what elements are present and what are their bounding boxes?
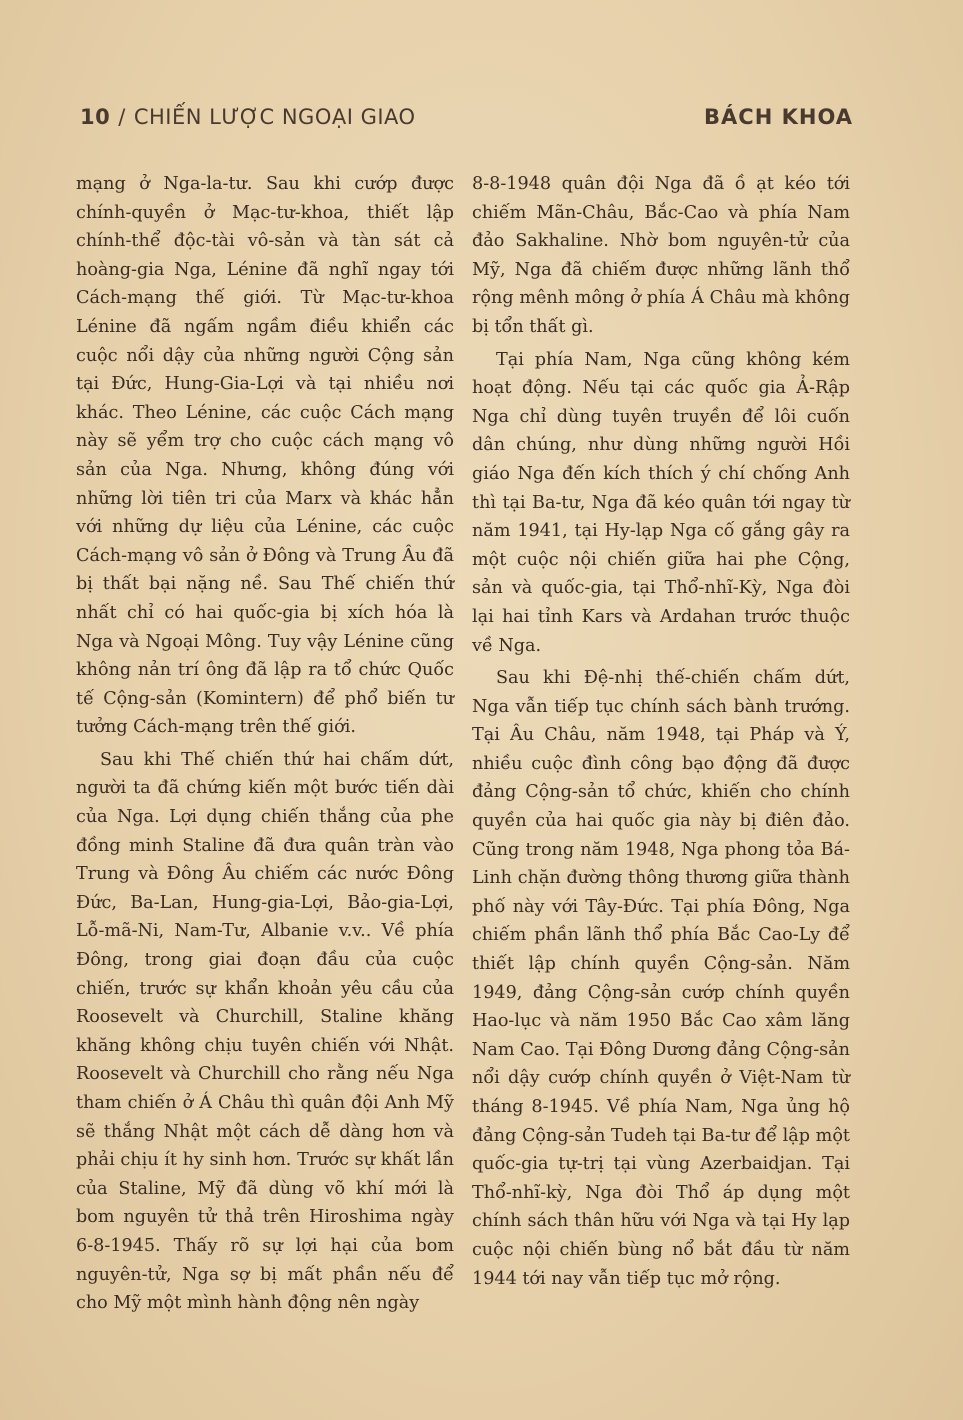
right-column: [472, 170, 850, 1293]
section-title: CHIẾN LƯỢC NGOẠI GIAO: [133, 105, 416, 129]
page-number: 10: [80, 105, 111, 129]
right-paragraph-3: Sau khi Đệ-nhị thế-chiến chấm dứt, Nga vẫn tiếp tục chính sách bành trướng. Tại Âu Châu, năm 1948, tại Pháp và Ý, nhiều cuộc đình công bạo động đã được đảng Cộng-sản tổ chức, khiến cho chính quyền của hai quốc gia này bị điên đảo. Cũng trong năm 1948, Nga phong tỏa Bá-Linh chặn đường thông thương giữa thành phố này với Tây-Đức. Tại phía Đông, Nga chiếm phần lãnh thổ phía Bắc Cao-Ly để thiết lập chính quyền Cộng-sản. Năm 1949, đảng Cộng-sản cướp chính quyền Hao-lục và năm 1950 Bắc Cao xâm lăng Nam Cao. Tại Đông Dương đảng Cộng-sản nổi dậy cướp chính quyền ở Việt-Nam từ tháng 8-1945. Về phía Nam, Nga ủng hộ đảng Cộng-sản Tudeh tại Ba-tư để lập một quốc-gia tự-trị tại vùng Azerbaidjan. Tại Thổ-nhĩ-kỳ, Nga đòi Thổ áp dụng một chính sách thân hữu với Nga và tại Hy lạp cuộc nội chiến bùng nổ bắt đầu từ năm 1944 tới nay vẫn tiếp tục mở rộng.: [472, 668, 850, 1289]
header-left: [80, 105, 416, 129]
left-column: [76, 170, 454, 1318]
right-paragraph-2: Tại phía Nam, Nga cũng không kém hoạt động. Nếu tại các quốc gia Ả-Rập Nga chỉ dùng tuyên truyền để lôi cuốn dân chúng, như dùng những người Hồi giáo Nga đến kích thích ý chí chống Anh thì tại Ba-tư, Nga đã kéo quân tới ngay từ năm 1941, tại Hy-lạp Nga cố gắng gây ra một cuộc nội chiến giữa hai phe Cộng, sản và quốc-gia, tại Thổ-nhĩ-Kỳ, Nga đòi lại hai tỉnh Kars và Ardahan trước thuộc về Nga.: [472, 349, 850, 656]
right-paragraph-1: 8-8-1948 quân đội Nga đã ồ ạt kéo tới chiếm Mãn-Châu, Bắc-Cao và phía Nam đảo Sakhaline. Nhờ bom nguyên-tử của Mỹ, Nga đã chiếm được những lãnh thổ rộng mênh mông ở phía Á Châu mà không bị tổn thất gì.: [472, 174, 850, 337]
running-header: [80, 100, 853, 134]
magazine-title: BÁCH KHOA: [704, 105, 853, 129]
left-paragraph-2: Sau khi Thế chiến thứ hai chấm dứt, người ta đã chứng kiến một bước tiến dài của Nga. Lợi dụng chiến thắng của phe đồng minh Staline đã đưa quân tràn vào Trung và Đông Âu chiếm các nước Đông Đức, Ba-Lan, Hung-gia-Lợi, Bảo-gia-Lợi, Lỗ-mã-Ni, Nam-Tư, Albanie v.v.. Về phía Đông, trong giai đoạn đầu của cuộc chiến, trước sự khẩn khoản yêu cầu của Roosevelt và Churchill, Staline khăng khăng không chịu tuyên chiến với Nhật. Roosevelt và Churchill cho rằng nếu Nga tham chiến ở Á Châu thì quân đội Anh Mỹ sẽ thắng Nhật một cách dễ dàng hơn và phải chịu ít hy sinh hơn. Trước sự khất lần của Staline, Mỹ đã dùng võ khí mới là bom nguyên tử thả trên Hiroshima ngày 6-8-1945. Thấy rõ sự lợi hại của bom nguyên-tử, Nga sợ bị mất phần nếu để cho Mỹ một mình hành động nên ngày: [76, 749, 454, 1314]
left-paragraph-1: mạng ở Nga-la-tư. Sau khi cướp được chính-quyền ở Mạc-tư-khoa, thiết lập chính-thể độc-tài vô-sản và tàn sát cả hoàng-gia Nga, Lénine đã nghĩ ngay tới Cách-mạng thế giới. Từ Mạc-tư-khoa Lénine đã ngấm ngầm điều khiển các cuộc nổi dậy của những người Cộng sản tại Đức, Hung-Gia-Lợi và tại nhiều nơi khác. Theo Lénine, các cuộc Cách mạng này sẽ yểm trợ cho cuộc cách mạng vô sản của Nga. Nhưng, không đúng với những lời tiên tri của Marx và khác hẳn với những dự liệu của Lénine, các cuộc Cách-mạng vô sản ở Đông và Trung Âu đã bị thất bại nặng nề. Sau Thế chiến thứ nhất chỉ có hai quốc-gia bị xích hóa là Nga và Ngoại Mông. Tuy vậy Lénine cũng không nản trí ông đã lập ra tổ chức Quốc tế Cộng-sản (Komintern) để phổ biến tư tưởng Cách-mạng trên thế giới.: [76, 174, 454, 738]
header-separator: /: [118, 105, 126, 129]
